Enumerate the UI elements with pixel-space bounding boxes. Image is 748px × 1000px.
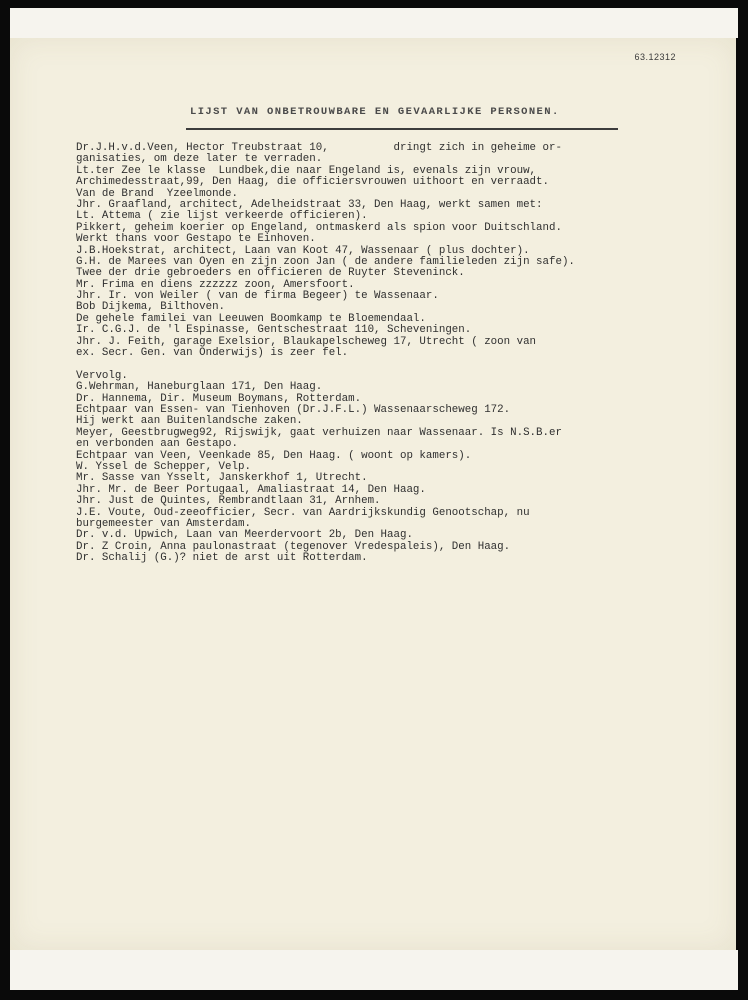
text-line: Meyer, Geestbrugweg92, Rijswijk, gaat verhuizen naar Wassenaar. Is N.S.B.er <box>76 426 562 439</box>
text-line: Mr. Sasse van Ysselt, Janskerkhof 1, Utrecht. <box>76 472 368 485</box>
text-line: ganisaties, om deze later te verraden. <box>76 153 323 166</box>
text-line: Dr. Hannema, Dir. Museum Boymans, Rotterdam. <box>76 392 362 405</box>
archive-reference-number: 63.12312 <box>634 52 676 62</box>
text-line: Dr. Z Croin, Anna paulonastraat (tegenover Vredespaleis), Den Haag. <box>76 540 511 553</box>
section-heading: Vervolg. <box>76 369 128 382</box>
text-line: Ir. C.G.J. de 'l Espinasse, Gentschestraat 110, Scheveningen. <box>76 324 472 337</box>
title-underline <box>186 128 618 130</box>
text-line: en verbonden aan Gestapo. <box>76 438 238 451</box>
text-line: J.E. Voute, Oud-zeeofficier, Secr. van Aardrijkskundig Genootschap, nu <box>76 506 530 519</box>
text-line: Dr. v.d. Upwich, Laan van Meerdervoort 2b, Den Haag. <box>76 529 413 542</box>
text-line: Lt. Attema ( zie lijst verkeerde officieren). <box>76 210 368 223</box>
text-line: Jhr. J. Feith, garage Exelsior, Blaukapelscheweg 17, Utrecht ( zoon van <box>76 335 537 348</box>
text-line: Twee der drie gebroeders en officieren de Ruyter Steveninck. <box>76 267 465 280</box>
text-line: Mr. Frima en diens zzzzzz zoon, Amersfoort. <box>76 278 355 291</box>
page-top-margin <box>10 8 738 38</box>
text-line: Jhr. Ir. von Weiler ( van de firma Begeer) te Wassenaar. <box>76 290 439 303</box>
text-line: Dr.J.H.v.d.Veen, Hector Treubstraat 10, dringt zich in geheime or- <box>76 142 562 154</box>
text-line: Werkt thans voor Gestapo te Einhoven. <box>76 233 316 246</box>
document-title: LIJST VAN ONBETROUWBARE EN GEVAARLIJKE PERSONEN. <box>190 106 560 118</box>
text-line: De gehele familei van Leeuwen Boomkamp te Bloemendaal. <box>76 312 426 325</box>
text-line: burgemeester van Amsterdam. <box>76 517 251 530</box>
text-line: Echtpaar van Veen, Veenkade 85, Den Haag. ( woont op kamers). <box>76 449 472 462</box>
text-line: Jhr. Graafland, architect, Adelheidstraat 33, Den Haag, werkt samen met: <box>76 198 543 211</box>
text-line: Bob Dijkema, Bilthoven. <box>76 301 226 314</box>
text-line: ex. Secr. Gen. van Onderwijs) is zeer fel. <box>76 347 349 360</box>
text-line: Lt.ter Zee le klasse Lundbek,die naar Engeland is, evenals zijn vrouw, <box>76 164 537 177</box>
text-line: W. Yssel de Schepper, Velp. <box>76 460 251 473</box>
text-line: Hij werkt aan Buitenlandsche zaken. <box>76 415 303 428</box>
text-line: Jhr. Just de Quintes, Rembrandtlaan 31, Arnhem. <box>76 495 381 508</box>
text-line: Archimedesstraat,99, Den Haag, die officiersvrouwen uithoort en verraadt. <box>76 176 549 189</box>
text-line: Jhr. Mr. de Beer Portugaal, Amaliastraat 14, Den Haag. <box>76 483 426 496</box>
text-line: Echtpaar van Essen- van Tienhoven (Dr.J.F.L.) Wassenaarscheweg 172. <box>76 403 511 416</box>
text-line: Pikkert, geheim koerier op Engeland, ontmaskerd als spion voor Duitschland. <box>76 221 562 234</box>
section-spacer <box>76 359 716 370</box>
section-1 <box>76 143 716 359</box>
text-line: Dr. Schalij (G.)? niet de arst uit Rotterdam. <box>76 552 368 565</box>
section-2 <box>76 371 716 565</box>
text-line: G.Wehrman, Haneburglaan 171, Den Haag. <box>76 381 323 394</box>
document-body <box>76 143 716 564</box>
text-line: Van de Brand Yzeelmonde. <box>76 187 238 200</box>
text-line: G.H. de Marees van Oyen en zijn zoon Jan ( de andere familieleden zijn safe). <box>76 255 575 268</box>
text-line: J.B.Hoekstrat, architect, Laan van Koot 47, Wassenaar ( plus dochter). <box>76 244 530 257</box>
page-bottom-margin <box>10 950 738 990</box>
